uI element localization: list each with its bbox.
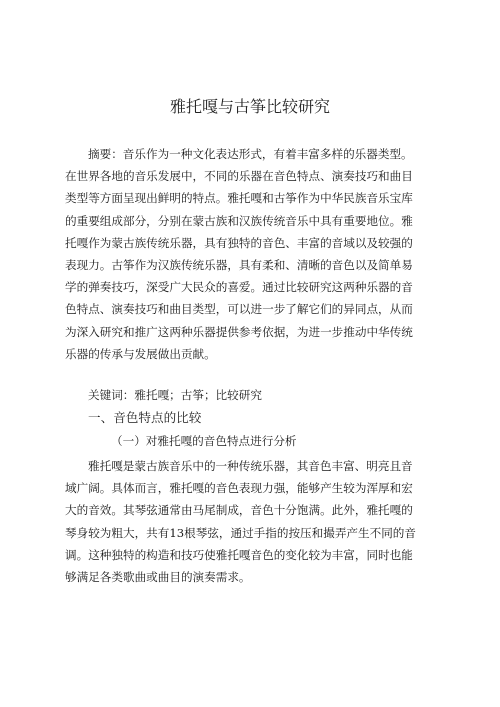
body-line: 大的音效。其琴弦通常由马尾制成，音色十分饱满。此外，雅托嘎的 <box>65 503 413 518</box>
abstract-line: 托嘎作为蒙古族传统乐器，具有独特的音色、丰富的音域以及较强的 <box>65 235 413 250</box>
abstract-line: 在世界各地的音乐发展中，不同的乐器在音色特点、演奏技巧和曲目 <box>65 169 413 184</box>
body-line: 够满足各类歌曲或曲目的演奏需求。 <box>65 570 251 585</box>
subsection-heading: （一）对雅托嘎的音色特点进行分析 <box>111 434 297 448</box>
body-line: 雅托嘎是蒙古族音乐中的一种传统乐器，其音色丰富、明亮且音 <box>88 459 413 473</box>
body-line: 琴身较为粗大，共有13根琴弦，通过手指的按压和撮弄产生不同的音 <box>65 525 416 540</box>
abstract-line: 的重要组成部分，分别在蒙古族和汉族传统音乐中具有重要地位。雅 <box>65 213 413 228</box>
keywords-line: 关键词：雅托嘎；古筝；比较研究 <box>88 388 262 402</box>
abstract-paragraph <box>65 143 440 365</box>
abstract-line: 色特点、演奏技巧和曲目类型，可以进一步了解它们的异同点，从而 <box>65 302 413 317</box>
document-title: 雅托嘎与古筝比较研究 <box>169 97 330 116</box>
body-line: 域广阔。具体而言，雅托嘎的音色表现力强，能够产生较为浑厚和宏 <box>65 481 413 496</box>
abstract-line: 表现力。古筝作为汉族传统乐器，具有柔和、清晰的音色以及简单易 <box>65 258 413 273</box>
section-heading: 一、音色特点的比较 <box>88 410 202 425</box>
body-paragraph <box>65 455 440 588</box>
abstract-line: 为深入研究和推广这两种乐器提供参考依据，为进一步推动中华传统 <box>65 324 413 339</box>
body-line: 调。这种独特的构造和技巧使雅托嘎音色的变化较为丰富，同时也能 <box>65 547 413 562</box>
abstract-line: 类型等方面呈现出鲜明的特点。雅托嘎和古筝作为中华民族音乐宝库 <box>65 191 413 206</box>
abstract-line: 学的弹奏技巧，深受广大民众的喜爱。通过比较研究这两种乐器的音 <box>65 280 413 295</box>
abstract-line: 乐器的传承与发展做出贡献。 <box>65 346 216 361</box>
abstract-line: 摘要：音乐作为一种文化表达形式，有着丰富多样的乐器类型。 <box>88 147 413 161</box>
